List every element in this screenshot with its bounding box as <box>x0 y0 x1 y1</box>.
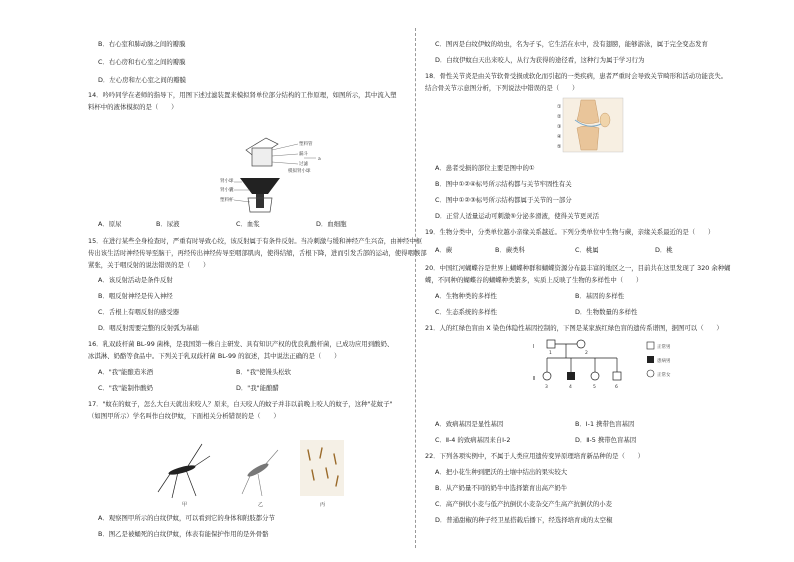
column-divider <box>415 28 416 548</box>
filtration-apparatus-figure <box>220 130 376 216</box>
q18-option-c: C．图中①②③标号所示结构都属于关节的一部分 <box>435 196 572 204</box>
q22-option-a: A．把小花生种到肥沃的土壤中结出的果实较大 <box>435 468 568 476</box>
q18-option-a: A．患者受损的部位主要是图中的① <box>435 164 535 172</box>
q18-option-b: B．图中①②④标号所示结构都与关节牢固性有关 <box>435 180 572 188</box>
label-1: ① <box>557 104 562 110</box>
q20-stem-1: 20．中国红河蝴蝶谷是世界上蝴蝶种群和蝴蝶资源分布最丰富的地区之一，目前共在这里发现了 320 余种蝴 <box>425 264 731 272</box>
q15-option-d: D．咽反射需要完整的反射弧为基础 <box>98 324 199 332</box>
num-4: 4 <box>569 385 572 390</box>
q13-option-b: B．右心室和肺动脉之间的瓣膜 <box>98 40 186 48</box>
q20-stem-2: 蝶，不同种的蝴蝶谷的蝴蝶种类繁多，实质上反映了生物的多样性中（ ） <box>425 276 643 284</box>
pedigree-II-3 <box>543 372 551 380</box>
q15-option-c: C．舌根上有咽反射的感受器 <box>98 308 180 316</box>
q16-stem-1: 16．乳双歧杆菌 BL-99 菌株，是我国第一株自主研发、具有知识产权的优良乳酸杆菌，已成功应用到酸奶、 <box>88 340 394 348</box>
q19-option-d: D．桃 <box>655 246 673 254</box>
q20-option-a: A．生物种类的多样性 <box>435 292 497 300</box>
q21-option-a: A．致病基因是显性基因 <box>435 420 504 428</box>
label-funnel: 漏斗 <box>299 152 308 157</box>
q22-option-d: D．普通甜椒的种子经卫星搭载后播下，经选择培育成的太空椒 <box>435 516 613 524</box>
label-glomerulus: 肾小球 <box>220 179 234 184</box>
pedigree-II-4 <box>567 372 575 380</box>
label-2: ② <box>557 114 562 120</box>
q13-option-c: C．右心房和右心室之间的瓣膜 <box>98 58 186 66</box>
q22-option-b: B．从产奶量不同的奶牛中选择繁育出高产奶牛 <box>435 484 568 492</box>
label-4: ④ <box>557 134 562 140</box>
num-6: 6 <box>615 385 618 390</box>
q21-option-c: C．Ⅱ-4 的致病基因来自Ⅰ-2 <box>435 436 511 444</box>
q22-option-c: C．高产倒伏小麦与低产抗倒伏小麦杂交产生高产抗倒伏的小麦 <box>435 500 613 508</box>
q15-stem-1: 15．在进行某些全身检查时，严重有时导致心绞，该反射属于有条件反射。当冷刺激与缓和神经产生兴奋，由神经中枢 <box>88 237 423 245</box>
q17-option-c: C．图丙是白纹伊蚊的幼虫，名为孑孓，它生活在水中，没有翅膀，能够游泳，属于完全变态发育 <box>435 40 708 48</box>
q17-option-d: D．白纹伊蚊白天出来咬人，从行为获得的途径看，这种行为属于学习行为 <box>435 56 645 64</box>
label-filter: 过滤 <box>299 162 308 167</box>
q16-option-c: C．"我"能制作酸奶 <box>98 384 154 392</box>
num-3: 3 <box>545 385 548 390</box>
knee-joint-figure <box>555 96 635 154</box>
q16-option-d: D．"我"能酿醋 <box>236 384 279 392</box>
q19-option-b: B．蕨类科 <box>495 246 525 254</box>
q20-option-b: B．基因的多样性 <box>575 292 625 300</box>
num-5: 5 <box>593 385 596 390</box>
pedigree-I-1 <box>547 340 555 348</box>
label-cup: 塑料杯 <box>220 198 234 203</box>
pedigree-II-6 <box>613 372 621 380</box>
q13-option-d: D．左心房和左心室之间的瓣膜 <box>98 76 186 84</box>
q16-option-a: A．"我"能酿造米酒 <box>98 368 153 376</box>
q15-stem-3: 紧张，关于咽反射的说法错误的是（ ） <box>88 261 210 269</box>
legend-normal-male: 正常男 <box>657 345 671 350</box>
q17-stem-1: 17．"蚊在的蚊子，怎么大白天就出来咬人？原来，白天咬人的蚊子并非以前晚上咬人的蚊子，这种"花蚊子" <box>88 400 393 408</box>
q17-stem-2: （如图甲所示）学名叫作白纹伊蚊，下面相关分析错误的是（ ） <box>88 412 280 420</box>
q15-option-b: B．咽反射神经是传入神经 <box>98 292 173 300</box>
q21-stem: 21．人的红绿色盲由 X 染色体隐性基因控制的，下图是某家族红绿色盲的遗传系谱图，据图可以（ ） <box>425 324 723 332</box>
legend-affected-male: 患病男 <box>657 359 671 364</box>
fig-label-jia: 甲 <box>182 502 188 508</box>
legend-normal-female: 正常女 <box>657 373 671 378</box>
q21-option-b: B．Ⅰ-1 携带色盲基因 <box>575 420 635 428</box>
q18-stem-1: 18．骨性关节炎是由关节软骨受损或软化而引起的一类疾病，患者严重时会导致关节畸形和活动功能丧失。 <box>425 72 728 80</box>
label-a: a <box>318 157 321 162</box>
label-simulate-glomerulus: 模拟肾小球 <box>288 169 311 174</box>
gen-label-2: Ⅱ <box>533 376 536 382</box>
q14-option-c: C．血浆 <box>236 220 260 228</box>
label-3: ③ <box>557 124 562 130</box>
q14-stem-cont: 料杯中的液体模拟的是（ ） <box>88 103 178 111</box>
q21-option-d: D．Ⅱ-5 携带色盲基因 <box>575 436 637 444</box>
pedigree-chart <box>525 336 695 400</box>
num-2: 2 <box>585 351 588 356</box>
fig-label-yi: 乙 <box>258 502 264 508</box>
q17-option-b: B．图乙是被蛹死的白纹伊蚊，体表有能保护作用的是外骨骼 <box>98 530 269 538</box>
label-bowman-capsule: 肾小囊 <box>220 188 234 193</box>
pedigree-I-2 <box>577 340 585 348</box>
q14-option-a: A．原尿 <box>98 220 122 228</box>
q18-option-d: D．正常人适量运动可刺激⑤分泌多滑液，使得关节更灵活 <box>435 212 600 220</box>
q16-stem-2: 冰淇淋、奶酪等食品中。下列关于乳双歧杆菌 BL-99 的叙述，其中说法正确的是（ ） <box>88 352 341 360</box>
pedigree-II-5 <box>591 372 599 380</box>
gen-label-1: Ⅰ <box>533 344 535 350</box>
q22-stem: 22．下列各项实例中，不属于人类应用遗传变异原理培育新品种的是（ ） <box>425 452 645 460</box>
label-plastic-tube: 塑料管 <box>299 142 313 147</box>
q14-option-b: B．尿液 <box>156 220 180 228</box>
q18-stem-2: 结合骨关节示意图分析，下列说法中错误的是（ ） <box>425 84 579 92</box>
num-1: 1 <box>549 351 552 356</box>
q15-stem-2: 传出该生活时神经传导至脑干，再经传出神经传导至咽部肌肉，使得结缩，舌根下降，进而引发舌部的运动，使得咽喉部 <box>88 249 427 257</box>
mosquito-adult-image <box>158 444 210 498</box>
q14-option-d: D．血细胞 <box>316 220 347 228</box>
q20-option-d: D．生物数量的多样性 <box>575 308 638 316</box>
fig-label-bing: 丙 <box>320 502 326 508</box>
q19-option-a: A．蕨 <box>435 246 453 254</box>
q17-option-a: A．观察图甲所示的白纹伊蚊，可以看到它的身体和附肢都分节 <box>98 514 275 522</box>
q14-stem: 14．吟吟同学在老师的指导下，用图下述过滤装置来模拟肾单位部分结构的工作原理，如图所示，其中流入塑 <box>88 91 397 99</box>
q15-option-a: A．该反射活动是条件反射 <box>98 276 173 284</box>
q16-option-b: B．"我"使馒头松软 <box>236 368 291 376</box>
q19-stem: 19．生物分类中，分类单位越小亲缘关系越近。下列分类单位中生物与蕨，亲缘关系最近的是（ ） <box>425 228 715 236</box>
mosquito-dead-image <box>242 450 278 496</box>
mosquito-figures <box>150 430 350 510</box>
q19-option-c: C．桃属 <box>575 246 599 254</box>
label-5: ⑤ <box>557 144 562 150</box>
q20-option-c: C．生态系统的多样性 <box>435 308 497 316</box>
